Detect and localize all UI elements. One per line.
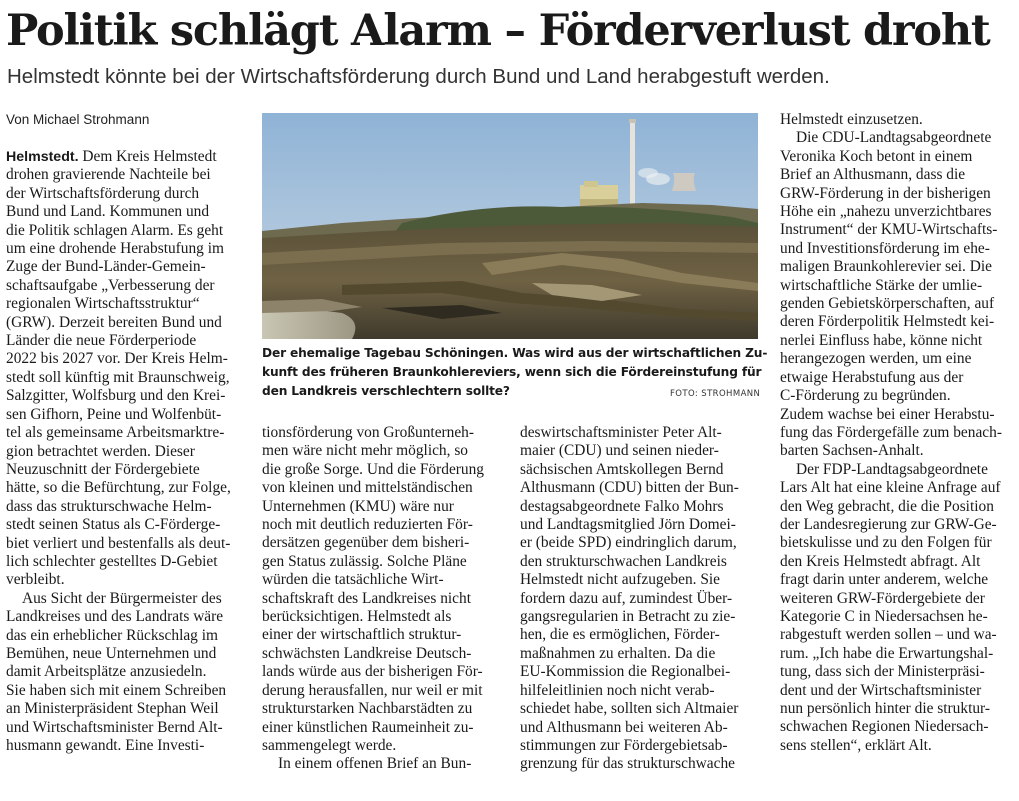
- text-line: [262, 608, 501, 626]
- text-line: [262, 755, 501, 773]
- text-line: [6, 590, 243, 608]
- text-line: [520, 682, 758, 700]
- line-text: maier (CDU) und seinen nieder-: [520, 442, 719, 460]
- line-text: der Landesregierung zur GRW-Ge-: [780, 515, 997, 533]
- text-line: [6, 406, 243, 424]
- line-text: Althusmann (CDU) bitten der Bun-: [520, 479, 739, 497]
- line-text: maßnahmen zu erhalten. Da die: [520, 644, 716, 662]
- line-text: men wäre nicht mehr möglich, so: [262, 442, 469, 460]
- line-text: Brief an Althusmann, dass die: [780, 166, 966, 184]
- line-text: und Wirtschaftsminister Bernd Alt-: [6, 718, 223, 736]
- line-text: Sie haben sich mit einem Schreiben: [6, 681, 227, 699]
- line-text: Veronika Koch betont in einem: [780, 147, 973, 165]
- text-line: [780, 387, 1015, 405]
- line-text: sens stellen“, erklärt Alt.: [780, 736, 932, 754]
- line-text: fordern dazu auf, zumindest Über-: [520, 589, 733, 607]
- line-text: barten Sachsen-Anhalt.: [780, 442, 924, 460]
- text-line: [780, 645, 1015, 663]
- line-text: schwachen Regionen Niedersach-: [780, 718, 989, 736]
- text-line: [780, 258, 1015, 276]
- article-subheadline: Helmstedt könnte bei der Wirtschaftsförderung durch Bund und Land herabgestuft werden.: [7, 65, 830, 88]
- text-line: [780, 553, 1015, 571]
- line-text: Höhe ein „nahezu unverzichtbares: [780, 203, 992, 221]
- text-line: [520, 626, 758, 644]
- text-line: [520, 590, 758, 608]
- text-line: [520, 737, 758, 755]
- text-line: [520, 424, 758, 442]
- line-text: wirtschaftliche Stärke der umlie-: [780, 276, 983, 294]
- text-line: [6, 350, 243, 368]
- text-line: [520, 608, 758, 626]
- line-text: Lars Alt hat eine kleine Anfrage auf: [780, 479, 1001, 497]
- text-line: [780, 240, 1015, 258]
- line-text: schwächsten Landkreise Deutsch-: [262, 644, 472, 662]
- text-line: [780, 534, 1015, 552]
- line-text: Länder die neue Förderperiode: [6, 332, 197, 350]
- text-line: [520, 479, 758, 497]
- text-line: [780, 608, 1015, 626]
- line-text: würden die tatsächliche Wirt-: [262, 571, 444, 589]
- line-text: rabgestuft werden sollen – und wa-: [780, 626, 997, 644]
- text-line: [780, 203, 1015, 221]
- line-text: nerlei Einfluss habe, könne nicht: [780, 331, 983, 349]
- line-text: dersätzen gegenüber dem bisheri-: [262, 534, 470, 552]
- text-line: [520, 461, 758, 479]
- line-text: fung das Fördergefälle zum benach-: [780, 423, 1002, 441]
- line-text: nun persönlich hinter die struktur-: [780, 700, 990, 717]
- open-pit-mine-image: [262, 113, 758, 339]
- line-text: und Investitionsförderung im ehe-: [780, 239, 990, 257]
- text-line: [780, 277, 1015, 295]
- text-line: [262, 571, 501, 589]
- text-line: [262, 626, 501, 644]
- article-column-2: [262, 424, 501, 774]
- line-text: EU-Kommission die Regionalbei-: [520, 663, 731, 681]
- article-column-3: [520, 424, 758, 774]
- text-line: [262, 700, 501, 718]
- line-text: fragt darin unter anderem, welche: [780, 571, 989, 589]
- text-line: [262, 645, 501, 663]
- line-text: (GRW). Derzeit bereiten Bund und: [6, 313, 222, 331]
- line-text: 2022 bis 2027 vor. Der Kreis Helm-: [6, 350, 228, 368]
- line-text: und Althusmann bei weiteren Ab-: [520, 718, 728, 736]
- line-text: husmann gewandt. Eine Investi-: [6, 737, 205, 754]
- line-text: den Weg gebracht, die die Position: [780, 497, 994, 515]
- text-line: [6, 258, 243, 276]
- line-text: GRW-Förderung in der bisherigen: [780, 184, 991, 202]
- text-line: [520, 571, 758, 589]
- line-text: Bund und Land. Kommunen und: [6, 203, 210, 221]
- text-line: [780, 332, 1015, 350]
- text-line: [6, 516, 243, 534]
- article-photo: [262, 113, 758, 339]
- line-text: und Landtagsmitglied Jörn Domei-: [520, 516, 736, 534]
- text-line: [780, 571, 1015, 589]
- text-line: [6, 608, 243, 626]
- text-line: [6, 314, 243, 332]
- text-line: [780, 350, 1015, 368]
- text-line: [780, 682, 1015, 700]
- text-line: [6, 277, 243, 295]
- line-text: dent und der Wirtschaftsminister: [780, 681, 982, 699]
- text-line: [520, 516, 758, 534]
- line-text: stedt soll künftig mit Braunschweig,: [6, 368, 230, 386]
- dateline-location: Helmstedt.: [6, 149, 79, 165]
- line-text: grenzung für das strukturschwache: [520, 755, 735, 773]
- line-text: Bemühen, neue Unternehmen und: [6, 644, 217, 662]
- text-line: [6, 498, 243, 516]
- line-text: biet verliert und bestenfalls als deut-: [6, 534, 231, 552]
- text-line: [520, 663, 758, 681]
- line-text: noch mit deutlich reduzierten För-: [262, 516, 473, 534]
- line-text: rum. „Ich habe die Erwartungshal-: [780, 644, 994, 662]
- text-line: [6, 166, 243, 184]
- line-text: Die CDU-Landtagsabgeordnete: [796, 129, 992, 147]
- text-line: [520, 700, 758, 718]
- text-line: [520, 534, 758, 552]
- text-line: [6, 663, 243, 681]
- line-text: regionalen Wirtschaftsstruktur“: [6, 295, 200, 313]
- text-line: [6, 461, 243, 479]
- line-text: genden Gebietskörperschaften, auf: [780, 295, 995, 313]
- line-text: den strukturschwachen Landkreis: [520, 552, 727, 570]
- line-text: sen Gifhorn, Peine und Wolfenbüt-: [6, 405, 222, 423]
- line-text: tionsförderung von Großunterneh-: [262, 424, 474, 441]
- line-text: destagsabgeordnete Falko Mohrs: [520, 497, 724, 515]
- text-line: [780, 442, 1015, 460]
- text-line: [6, 424, 243, 442]
- text-line: [6, 535, 243, 553]
- text-line: [780, 295, 1015, 313]
- line-text: er (beide SPD) eindringlich darum,: [520, 534, 737, 552]
- line-text: hilfeleitlinien noch nicht verab-: [520, 681, 715, 699]
- line-text: Der FDP-Landtagsabgeordnete: [796, 460, 988, 478]
- line-text: Zuge der Bund-Länder-Gemein-: [6, 258, 206, 276]
- text-line: [6, 240, 243, 258]
- line-text: deren Förderpolitik Helmstedt kei-: [780, 313, 995, 331]
- line-text: um eine drohende Herabstufung im: [6, 240, 224, 258]
- text-line: [780, 590, 1015, 608]
- text-line: [520, 755, 758, 773]
- text-line: [6, 369, 243, 387]
- text-line: [262, 719, 501, 737]
- line-text: weiteren GRW-Fördergebiete der: [780, 589, 985, 607]
- text-line: [6, 682, 243, 700]
- text-line: [780, 663, 1015, 681]
- line-text: einer künstlichen Raumeinheit zu-: [262, 718, 474, 736]
- line-text: berücksichtigen. Helmstedt als: [262, 608, 452, 626]
- text-line: [780, 424, 1015, 442]
- article-column-4: [780, 111, 1015, 755]
- text-line: [6, 700, 243, 718]
- text-line: [780, 221, 1015, 239]
- line-text: Zudem wachse bei einer Herabstu-: [780, 405, 995, 423]
- text-line: [520, 498, 758, 516]
- text-line: [6, 332, 243, 350]
- text-line: [262, 682, 501, 700]
- text-line: [6, 719, 243, 737]
- line-text: lich schlechter gestelltes D-Gebiet: [6, 552, 218, 570]
- line-text: lands würde aus der bisherigen För-: [262, 663, 483, 681]
- line-text: der Wirtschaftsförderung durch: [6, 184, 200, 202]
- text-line: [262, 461, 501, 479]
- line-text: die große Sorge. Und die Förderung: [262, 460, 484, 478]
- text-line: [780, 626, 1015, 644]
- line-text: sammengelegt werde.: [262, 736, 397, 754]
- text-line: [780, 498, 1015, 516]
- line-text: Dem Kreis Helmstedt: [78, 148, 217, 165]
- text-line: [6, 222, 243, 240]
- text-line: [780, 313, 1015, 331]
- line-text: einer der wirtschaftlich struktur-: [262, 626, 462, 644]
- text-line: [520, 553, 758, 571]
- line-text: dass das strukturschwache Helm-: [6, 497, 212, 515]
- line-text: an Ministerpräsident Stephan Weil: [6, 700, 219, 718]
- line-text: Aus Sicht der Bürgermeister des: [22, 589, 222, 607]
- text-line: [262, 424, 501, 442]
- line-text: bietskulisse und zu den Folgen für: [780, 534, 992, 552]
- text-line: [262, 479, 501, 497]
- line-text: C-Förderung zu begründen.: [780, 387, 951, 405]
- line-text: damit Arbeitsplätze anzusiedeln.: [6, 663, 207, 681]
- text-line: [262, 663, 501, 681]
- text-line: [780, 479, 1015, 497]
- line-text: gen Status zulässig. Solche Pläne: [262, 552, 467, 570]
- text-line: [6, 295, 243, 313]
- line-text: verbleibt.: [6, 571, 65, 589]
- text-line: [262, 590, 501, 608]
- caption-line: den Landkreis verschlechtern sollte?: [262, 384, 510, 398]
- line-text: maligen Braunkohlerevier sei. Die: [780, 258, 992, 276]
- text-line: [6, 479, 243, 497]
- text-line: [6, 553, 243, 571]
- line-text: Helmstedt nicht aufzugeben. Sie: [520, 571, 721, 589]
- text-line: [780, 111, 1015, 129]
- line-text: drohen gravierende Nachteile bei: [6, 166, 211, 184]
- text-line: [6, 645, 243, 663]
- article-column-1: [6, 148, 243, 755]
- line-text: Instrument“ der KMU-Wirtschafts-: [780, 221, 998, 239]
- text-line: [6, 387, 243, 405]
- text-line: [262, 498, 501, 516]
- text-line: [780, 461, 1015, 479]
- text-line: [780, 700, 1015, 718]
- text-line: [780, 129, 1015, 147]
- text-line: [520, 442, 758, 460]
- text-line: [6, 571, 243, 589]
- text-line: [262, 516, 501, 534]
- line-text: stedt seinen Status als C-Förderge-: [6, 516, 221, 534]
- line-text: sächsischen Amtskollegen Bernd: [520, 460, 724, 478]
- text-line: [6, 443, 243, 461]
- caption-line: kunft des früheren Braunkohlereviers, wenn sich die Fördereinstufung für: [262, 365, 762, 379]
- text-line: [780, 406, 1015, 424]
- text-line: [6, 627, 243, 645]
- line-text: strukturstarken Nachbarstädten zu: [262, 700, 473, 718]
- line-text: die Politik schlagen Alarm. Es geht: [6, 221, 224, 239]
- text-line: [780, 737, 1015, 755]
- text-line: [6, 203, 243, 221]
- line-text: Salzgitter, Wolfsburg und den Krei-: [6, 387, 226, 405]
- text-line: [520, 719, 758, 737]
- line-text: Landkreises und des Landrats wäre: [6, 608, 224, 626]
- text-line: [780, 148, 1015, 166]
- line-text: das ein erheblicher Rückschlag im: [6, 626, 218, 644]
- line-text: etwaige Herabstufung aus der: [780, 368, 964, 386]
- text-line: [6, 148, 243, 166]
- line-text: Helmstedt einzusetzen.: [780, 111, 923, 128]
- line-text: derung herausfallen, nur weil er mit: [262, 681, 483, 699]
- line-text: hen, die es ermöglichen, Förder-: [520, 626, 720, 644]
- photo-credit: FOTO: STROHMANN: [670, 389, 761, 399]
- text-line: [780, 369, 1015, 387]
- line-text: tung, dass sich der Ministerpräsi-: [780, 663, 985, 681]
- text-line: [520, 645, 758, 663]
- line-text: von kleinen und mittelständischen: [262, 479, 473, 497]
- line-text: In einem offenen Brief an Bun-: [278, 755, 472, 773]
- text-line: [6, 737, 243, 755]
- text-line: [6, 185, 243, 203]
- line-text: gion betrachtet werden. Dieser: [6, 442, 195, 460]
- text-line: [262, 737, 501, 755]
- line-text: gangsregularien in Betracht zu zie-: [520, 608, 736, 626]
- article-headline: Politik schlägt Alarm – Förderverlust droht: [6, 6, 990, 56]
- line-text: hätte, so die Befürchtung, zur Folge,: [6, 479, 231, 497]
- line-text: stimmungen zur Fördergebietsab-: [520, 736, 728, 754]
- line-text: den Kreis Helmstedt abfragt. Alt: [780, 552, 981, 570]
- line-text: Neuzuschnitt der Fördergebiete: [6, 460, 200, 478]
- line-text: Unternehmen (KMU) wäre nur: [262, 497, 454, 515]
- text-line: [262, 553, 501, 571]
- line-text: schiedet habe, sollten sich Altmaier: [520, 700, 739, 718]
- line-text: Kategorie C in Niedersachsen he-: [780, 607, 988, 625]
- article-byline: Von Michael Strohmann: [6, 112, 150, 127]
- line-text: herangezogen werden, um eine: [780, 350, 972, 368]
- text-line: [780, 185, 1015, 203]
- text-line: [780, 166, 1015, 184]
- line-text: deswirtschaftsminister Peter Alt-: [520, 424, 722, 441]
- text-line: [780, 718, 1015, 736]
- line-text: schaftsaufgabe „Verbesserung der: [6, 276, 215, 294]
- text-line: [262, 442, 501, 460]
- line-text: schaftskraft des Landkreises nicht: [262, 589, 471, 607]
- text-line: [780, 516, 1015, 534]
- line-text: tel als gemeinsame Arbeitsmarktre-: [6, 424, 225, 442]
- caption-line: Der ehemalige Tagebau Schöningen. Was wird aus der wirtschaftlichen Zu-: [262, 346, 768, 360]
- text-line: [262, 534, 501, 552]
